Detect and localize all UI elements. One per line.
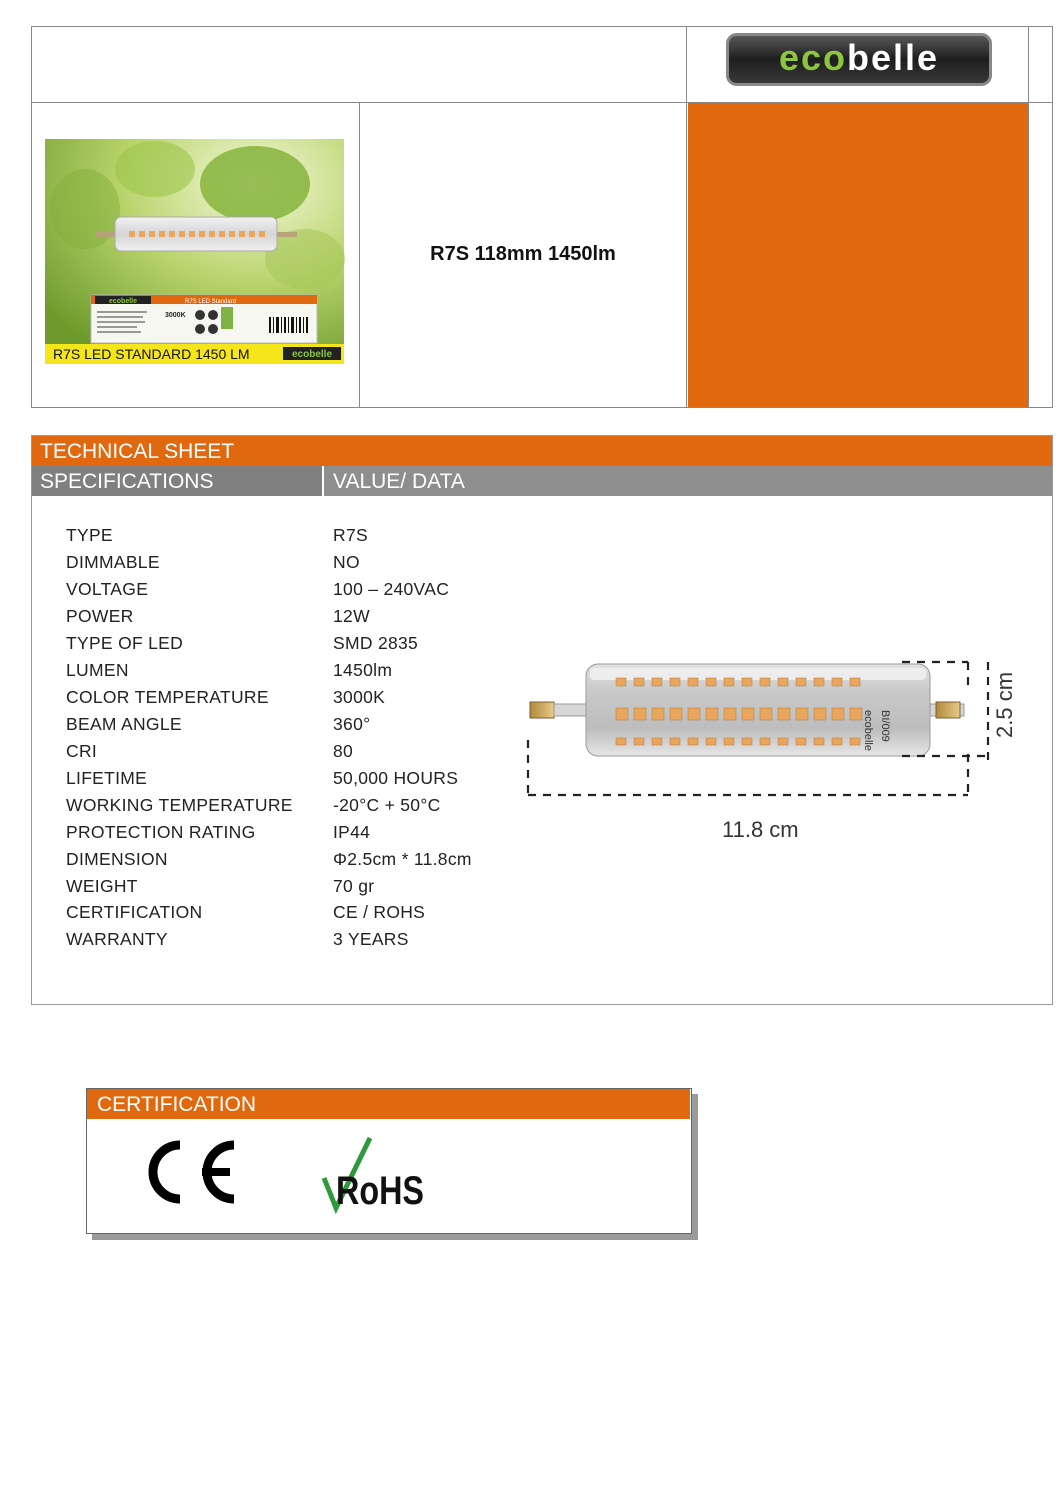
spec-label: CERTIFICATION: [66, 902, 203, 922]
spec-value: 3000K: [333, 687, 386, 707]
spec-label: CRI: [66, 741, 98, 761]
spec-label: VOLTAGE: [66, 579, 149, 599]
certification-title: CERTIFICATION: [87, 1089, 690, 1119]
spec-value: 80: [333, 741, 354, 761]
spec-label: POWER: [66, 606, 134, 626]
spec-row: [66, 768, 526, 795]
spec-label: TYPE OF LED: [66, 633, 184, 653]
spec-row: [66, 687, 526, 714]
header-column-divider: [1028, 26, 1029, 408]
spec-value: NO: [333, 552, 360, 572]
spec-value: 100 – 240VAC: [333, 579, 450, 599]
spec-row: [66, 714, 526, 741]
ecobelle-logo: [726, 33, 992, 86]
spec-row: [66, 849, 526, 876]
spec-row: [66, 633, 526, 660]
orange-panel: [688, 103, 1028, 407]
spec-row: [66, 822, 526, 849]
spec-label: WORKING TEMPERATURE: [66, 795, 293, 815]
spec-value: 12W: [333, 606, 370, 626]
spec-label: WARRANTY: [66, 929, 168, 949]
spec-value: R7S: [333, 525, 368, 545]
technical-sheet-title: TECHNICAL SHEET: [32, 436, 1052, 466]
header-column-divider: [686, 26, 687, 408]
spec-row: [66, 606, 526, 633]
spec-label: COLOR TEMPERATURE: [66, 687, 269, 707]
spec-row: [66, 525, 526, 552]
spec-value: SMD 2835: [333, 633, 419, 653]
spec-value: 360°: [333, 714, 371, 734]
spec-label: LIFETIME: [66, 768, 148, 788]
spec-value: 50,000 HOURS: [333, 768, 459, 788]
logo-eco: eco: [778, 37, 847, 78]
spec-label: LUMEN: [66, 660, 129, 680]
spec-value: Φ2.5cm * 11.8cm: [333, 849, 472, 869]
spec-row: [66, 876, 526, 903]
spec-value: IP44: [333, 822, 371, 842]
spec-row: [66, 579, 526, 606]
spec-row: [66, 795, 526, 822]
spec-value: CE / ROHS: [333, 902, 426, 922]
spec-label: TYPE: [66, 525, 113, 545]
dimension-length-label: 11.8 cm: [722, 817, 799, 842]
spec-row: [66, 660, 526, 687]
product-package-image: [45, 139, 344, 364]
package-banner-text: R7S LED STANDARD 1450 LM: [53, 346, 250, 362]
specifications-column-header: SPECIFICATIONS: [32, 466, 322, 496]
spec-value: 70 gr: [333, 876, 375, 896]
spec-label: BEAM ANGLE: [66, 714, 182, 734]
logo-belle: belle: [847, 37, 940, 78]
svg-text:ecobelle: ecobelle: [862, 710, 874, 751]
svg-text:ecobelle: ecobelle: [108, 298, 138, 305]
package-label-header: R7S LED Standard: [185, 299, 237, 305]
spec-value: 1450lm: [333, 660, 393, 680]
svg-text:BI/009: BI/009: [879, 710, 891, 742]
spec-label: DIMMABLE: [66, 552, 160, 572]
dimension-diameter-text: 2.5 cm: [992, 671, 1017, 738]
package-label-cct: 3000K: [165, 312, 186, 319]
spec-row: [66, 552, 526, 579]
spec-value: 3 YEARS: [333, 929, 409, 949]
spec-label: PROTECTION RATING: [66, 822, 256, 842]
svg-text:ecobelle: ecobelle: [291, 349, 333, 360]
spec-label: DIMENSION: [66, 849, 168, 869]
spec-value: -20°C + 50°C: [333, 795, 441, 815]
spec-row: [66, 929, 526, 956]
spec-label: WEIGHT: [66, 876, 138, 896]
dimension-diameter-label: [990, 668, 1020, 738]
product-title: R7S 118mm 1450lm: [430, 243, 616, 265]
value-data-column-header: VALUE/ DATA: [324, 466, 1052, 496]
spec-row: [66, 902, 526, 929]
spec-row: [66, 741, 526, 768]
svg-text:ecobelle: [779, 37, 939, 78]
ce-mark-icon: [138, 1135, 238, 1214]
rohs-mark-icon: [322, 1134, 432, 1219]
rohs-mark-text: RoHS: [336, 1169, 424, 1213]
